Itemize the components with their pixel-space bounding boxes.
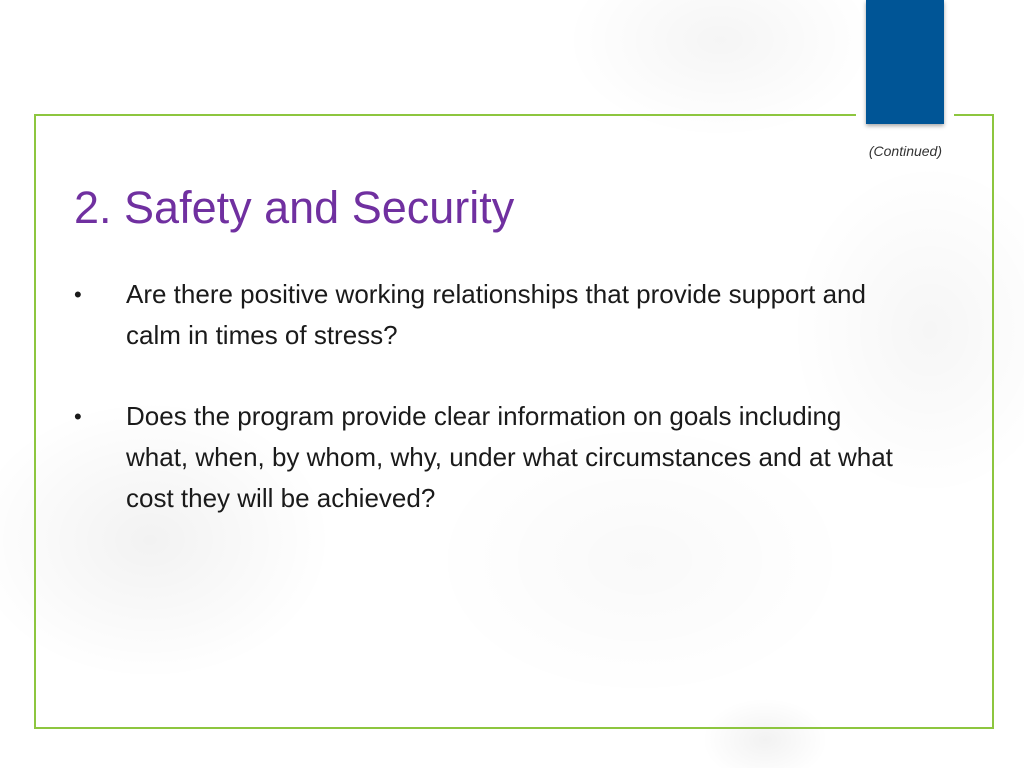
bullet-dot-icon: • bbox=[74, 404, 82, 429]
bullet-item bbox=[74, 274, 894, 356]
bullet-list bbox=[74, 274, 894, 559]
bullet-text: Does the program provide clear information on goals including what, when, by whom, why, under what circumstances and at what cost they will be achieved? bbox=[126, 401, 893, 513]
slide-title: 2. Safety and Security bbox=[74, 182, 515, 233]
bullet-text: Are there positive working relationships that provide support and calm in times of stress? bbox=[126, 279, 866, 350]
continued-label: (Continued) bbox=[868, 143, 942, 159]
bookmark-tab bbox=[866, 0, 944, 124]
bullet-dot-icon: • bbox=[74, 282, 82, 307]
bullet-item bbox=[74, 396, 894, 519]
